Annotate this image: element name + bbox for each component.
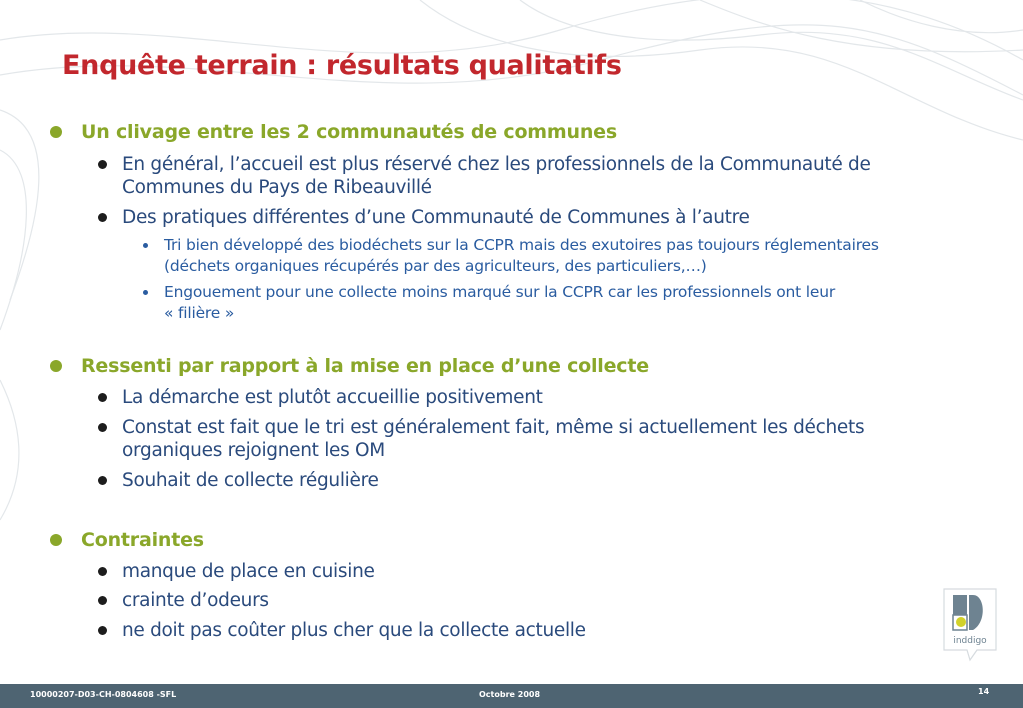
list-item: Des pratiques différentes d’une Communauté de Communes à l’autre: [122, 206, 750, 229]
footer-reference: 10000207-D03-CH-0804608 -SFL: [30, 690, 177, 699]
bullet-icon: [50, 360, 62, 372]
bullet-icon: [98, 213, 107, 222]
bullet-icon: [98, 596, 107, 605]
list-item: ne doit pas coûter plus cher que la collecte actuelle: [122, 619, 586, 642]
page-title: Enquête terrain : résultats qualitatifs: [62, 50, 622, 81]
section-heading: Un clivage entre les 2 communautés de communes: [81, 121, 617, 143]
list-item: En général, l’accueil est plus réservé chez les professionnels de la Communauté de Communes du Pays de Ribeauvillé: [122, 153, 871, 199]
svg-text:inddigo: inddigo: [953, 636, 987, 646]
footer-date: Octobre 2008: [479, 690, 541, 699]
bullet-icon: [143, 290, 148, 295]
bullet-icon: [143, 243, 148, 248]
sub-list-item: Tri bien développé des biodéchets sur la CCPR mais des exutoires pas toujours réglementaires (déchets organiques récupérés par des agriculteurs, des particuliers,…): [164, 235, 879, 277]
inddigo-logo: [943, 588, 997, 662]
bullet-icon: [98, 476, 107, 485]
indiggo-logo-icon: [943, 588, 997, 662]
section-heading: Ressenti par rapport à la mise en place d’une collecte: [81, 355, 649, 377]
footer-bar: [0, 684, 1023, 708]
bullet-icon: [50, 126, 62, 138]
list-item: manque de place en cuisine: [122, 560, 375, 583]
list-item: La démarche est plutôt accueillie positivement: [122, 386, 543, 409]
bullet-icon: [98, 393, 107, 402]
bullet-icon: [98, 423, 107, 432]
list-item: Constat est fait que le tri est généralement fait, même si actuellement les déchets organiques rejoignent les OM: [122, 416, 864, 462]
bullet-icon: [98, 160, 107, 169]
list-item: crainte d’odeurs: [122, 589, 269, 612]
sub-list-item: Engouement pour une collecte moins marqué sur la CCPR car les professionnels ont leur « filière »: [164, 282, 835, 324]
bullet-icon: [98, 567, 107, 576]
bullet-icon: [98, 626, 107, 635]
list-item: Souhait de collecte régulière: [122, 469, 379, 492]
section-heading: Contraintes: [81, 529, 204, 551]
bullet-icon: [50, 534, 62, 546]
page-number: 14: [978, 687, 990, 696]
